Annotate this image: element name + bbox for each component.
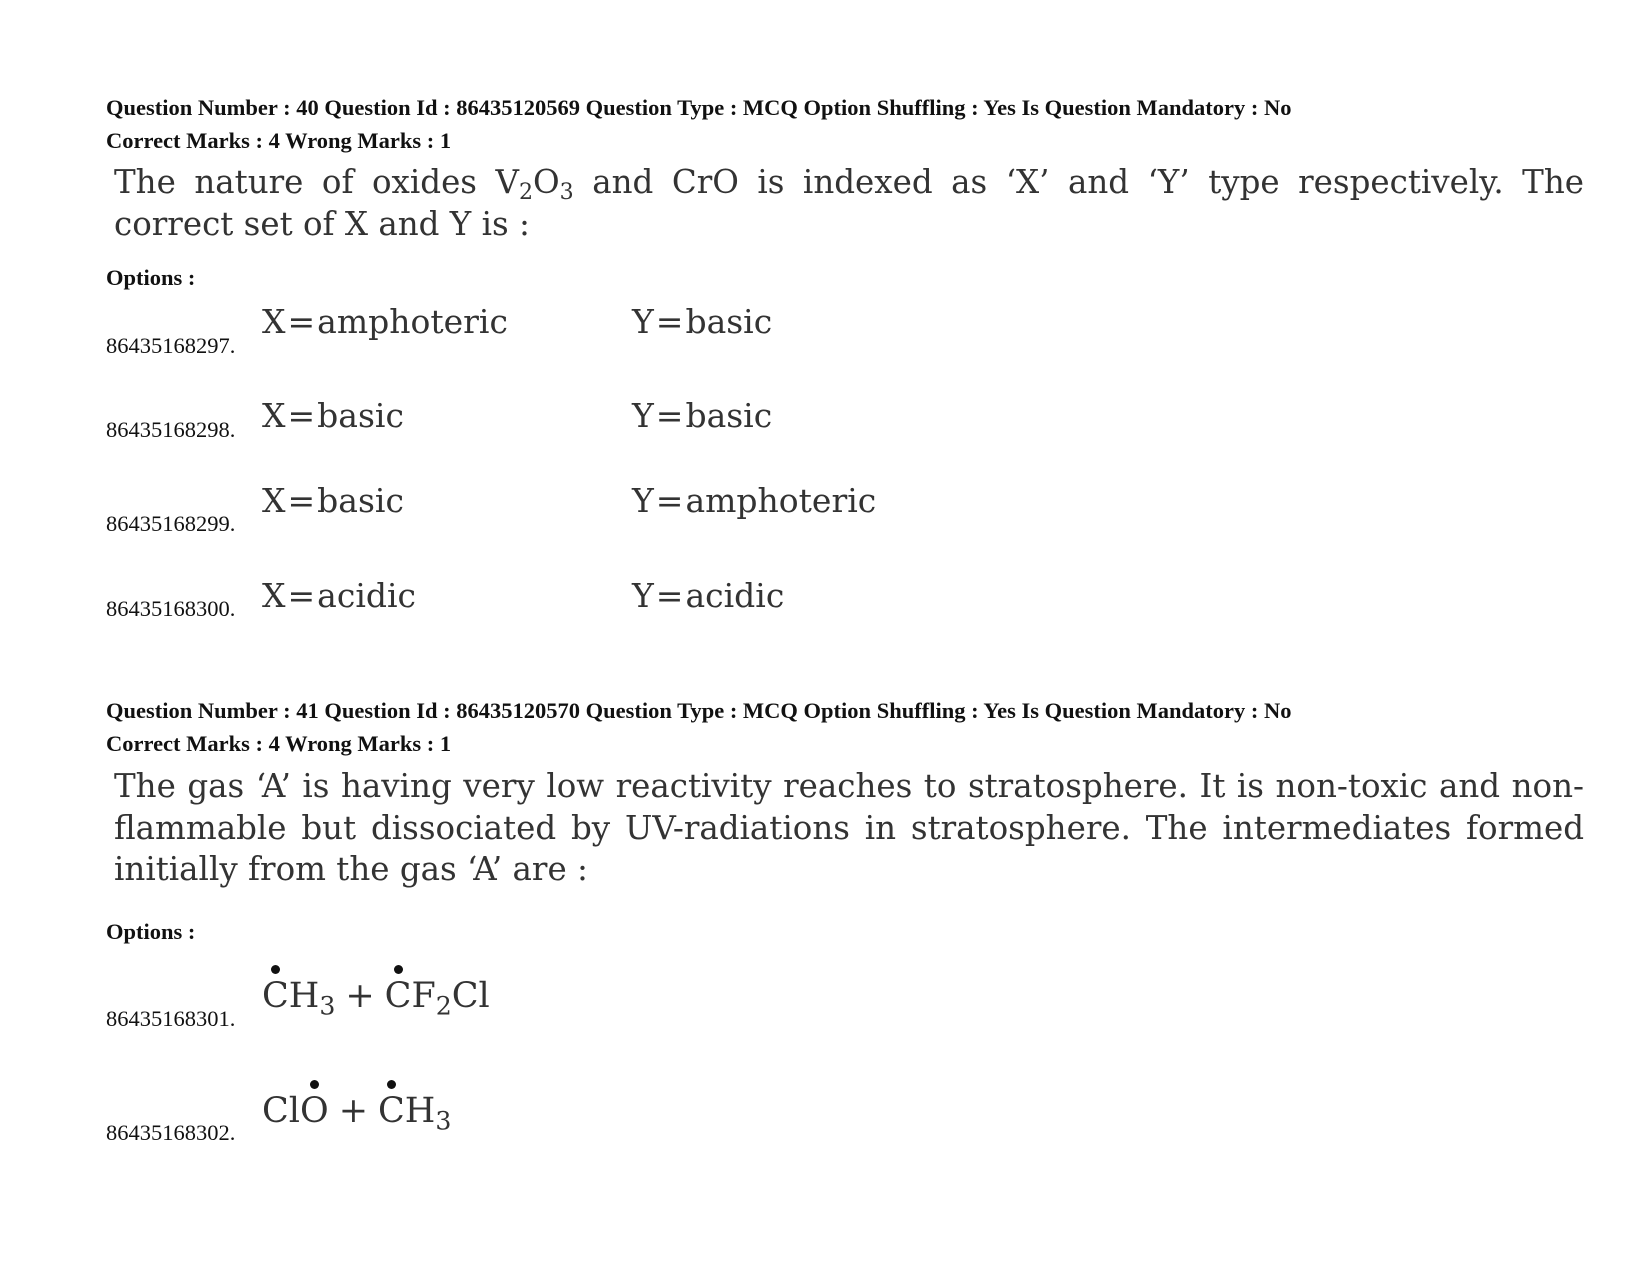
option-formula: $CH_3$ + $CF_2Cl$ xyxy=(262,979,490,1014)
option-y-value: Y=basic xyxy=(632,302,773,341)
option-formula: Cl O + $CH_3$ xyxy=(262,1094,451,1129)
option-y-value: Y=acidic xyxy=(632,576,785,615)
option-id[interactable]: 86435168299. xyxy=(106,511,236,536)
radical-oxygen: O xyxy=(300,1094,329,1129)
question-header: Question Number : 41 Question Id : 86435120570 Question Type : MCQ Option Shuffling : Yes Is Question Mandatory : No xyxy=(106,698,1292,723)
radical-carbon: C xyxy=(262,979,289,1014)
radical-dot-icon xyxy=(271,965,280,974)
option-id[interactable]: 86435168297. xyxy=(106,333,236,358)
marks-info: Correct Marks : 4 Wrong Marks : 1 xyxy=(106,128,452,153)
option-id[interactable]: 86435168300. xyxy=(106,596,236,621)
radical-carbon: C xyxy=(385,979,412,1014)
option-x-value: X=amphoteric xyxy=(262,302,508,341)
option-id[interactable]: 86435168298. xyxy=(106,417,236,442)
radical-dot-icon xyxy=(387,1080,396,1089)
option-x-value: X=basic xyxy=(262,396,404,435)
radical-dot-icon xyxy=(394,965,403,974)
options-label: Options : xyxy=(106,265,196,290)
option-id[interactable]: 86435168302. xyxy=(106,1120,236,1145)
option-x-value: X=basic xyxy=(262,481,404,520)
question-header: Question Number : 40 Question Id : 86435120569 Question Type : MCQ Option Shuffling : Yes Is Question Mandatory : No xyxy=(106,95,1292,120)
option-x-value: X=acidic xyxy=(262,576,417,615)
option-id[interactable]: 86435168301. xyxy=(106,1006,236,1031)
options-label: Options : xyxy=(106,919,196,944)
option-y-value: Y=amphoteric xyxy=(632,481,877,520)
option-y-value: Y=basic xyxy=(632,396,773,435)
question-text: The gas ‘A’ is having very low reactivity reaches to stratosphere. It is non-toxic and non-flammable but dissociated by UV-radiations in stratosphere. The intermediates formed initially from the gas ‘A’ are : xyxy=(114,767,1584,889)
radical-dot-icon xyxy=(310,1080,319,1089)
radical-carbon: C xyxy=(378,1094,405,1129)
question-text: The nature of oxides $V_2O_3$ and CrO is indexed as ‘X’ and ‘Y’ type respectively. The correct set of X and Y is : xyxy=(114,163,1584,243)
marks-info: Correct Marks : 4 Wrong Marks : 1 xyxy=(106,731,452,756)
